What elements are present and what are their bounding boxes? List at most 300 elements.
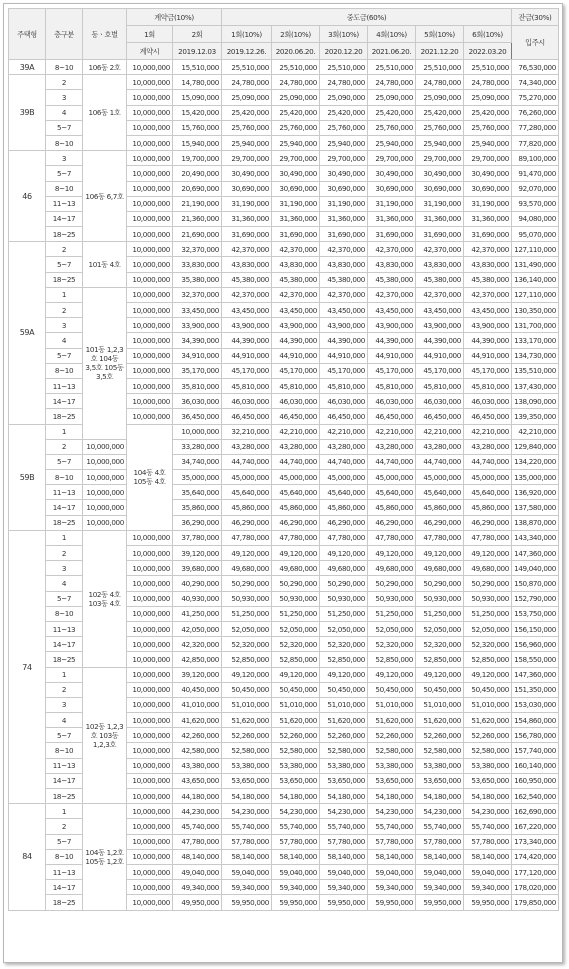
middle-5-cell: 49,680,000: [416, 561, 464, 576]
floor-cell: 5~7: [46, 120, 83, 135]
middle-6-cell: 43,280,000: [464, 439, 512, 454]
contract-2-cell: 45,740,000: [173, 819, 222, 834]
middle-2-cell: 31,360,000: [272, 211, 320, 226]
middle-1-cell: 43,280,000: [222, 439, 272, 454]
col-date-m1: 2019.12.26.: [222, 43, 272, 60]
middle-6-cell: 43,830,000: [464, 257, 512, 272]
middle-1-cell: 45,000,000: [222, 470, 272, 485]
middle-5-cell: 50,930,000: [416, 591, 464, 606]
balance-cell: 153,030,000: [512, 697, 559, 712]
middle-4-cell: 49,120,000: [368, 546, 416, 561]
contract-1-cell: 10,000,000: [127, 637, 173, 652]
middle-2-cell: 30,690,000: [272, 181, 320, 196]
middle-2-cell: 30,490,000: [272, 166, 320, 181]
middle-2-cell: 31,190,000: [272, 196, 320, 211]
middle-3-cell: 59,040,000: [320, 864, 368, 879]
contract-2-cell: 47,780,000: [173, 834, 222, 849]
middle-1-cell: 59,340,000: [222, 880, 272, 895]
floor-cell: 14~17: [46, 500, 83, 515]
middle-6-cell: 24,780,000: [464, 75, 512, 90]
middle-4-cell: 43,450,000: [368, 303, 416, 318]
contract-2-cell: 21,190,000: [173, 196, 222, 211]
balance-cell: 138,870,000: [512, 515, 559, 530]
floor-cell: 4: [46, 105, 83, 120]
middle-1-cell: 25,760,000: [222, 120, 272, 135]
balance-cell: 149,040,000: [512, 561, 559, 576]
balance-cell: 179,850,000: [512, 895, 559, 910]
middle-6-cell: 31,360,000: [464, 211, 512, 226]
balance-cell: 94,080,000: [512, 211, 559, 226]
middle-5-cell: 25,090,000: [416, 90, 464, 105]
middle-5-cell: 45,640,000: [416, 485, 464, 500]
floor-cell: 14~17: [46, 394, 83, 409]
floor-cell: 4: [46, 713, 83, 728]
balance-cell: 134,730,000: [512, 348, 559, 363]
table-row: [9, 242, 559, 257]
middle-2-cell: 25,090,000: [272, 90, 320, 105]
middle-6-cell: 54,230,000: [464, 804, 512, 819]
col-header-m4: 4회(10%): [368, 26, 416, 43]
middle-1-cell: 46,030,000: [222, 394, 272, 409]
col-date-m6: 2022.03.20: [464, 43, 512, 60]
contract-2-cell: 42,050,000: [173, 621, 222, 636]
contract-2-cell: 41,010,000: [173, 697, 222, 712]
contract-2-cell: 34,390,000: [173, 333, 222, 348]
middle-4-cell: 25,940,000: [368, 135, 416, 150]
contract-2-cell: 32,370,000: [173, 242, 222, 257]
middle-6-cell: 46,290,000: [464, 515, 512, 530]
floor-cell: 11~13: [46, 621, 83, 636]
floor-cell: 2: [46, 819, 83, 834]
table-row: [9, 454, 559, 469]
floor-cell: 8~10: [46, 135, 83, 150]
middle-4-cell: 44,390,000: [368, 333, 416, 348]
middle-3-cell: 44,910,000: [320, 348, 368, 363]
contract-2-cell: 42,580,000: [173, 743, 222, 758]
middle-1-cell: 49,120,000: [222, 667, 272, 682]
middle-5-cell: 31,360,000: [416, 211, 464, 226]
middle-1-cell: 59,950,000: [222, 895, 272, 910]
middle-2-cell: 43,280,000: [272, 439, 320, 454]
balance-cell: 135,510,000: [512, 363, 559, 378]
balance-cell: 156,780,000: [512, 728, 559, 743]
middle-6-cell: 44,740,000: [464, 454, 512, 469]
middle-5-cell: 59,950,000: [416, 895, 464, 910]
middle-1-cell: 30,490,000: [222, 166, 272, 181]
balance-cell: 147,360,000: [512, 667, 559, 682]
middle-1-cell: 45,170,000: [222, 363, 272, 378]
middle-1-cell: 46,290,000: [222, 515, 272, 530]
unit-type-cell: 39A: [9, 60, 46, 75]
floor-cell: 18~25: [46, 789, 83, 804]
table-header: [9, 9, 559, 60]
floor-cell: 2: [46, 546, 83, 561]
middle-5-cell: 42,370,000: [416, 287, 464, 302]
middle-4-cell: 45,000,000: [368, 470, 416, 485]
balance-cell: 130,350,000: [512, 303, 559, 318]
contract-1-cell: 10,000,000: [83, 485, 127, 500]
contract-1-cell: 10,000,000: [127, 242, 173, 257]
middle-2-cell: 44,910,000: [272, 348, 320, 363]
floor-cell: 18~25: [46, 895, 83, 910]
middle-1-cell: 50,290,000: [222, 576, 272, 591]
middle-6-cell: 57,780,000: [464, 834, 512, 849]
floor-cell: 5~7: [46, 166, 83, 181]
middle-3-cell: 42,370,000: [320, 287, 368, 302]
middle-6-cell: 51,620,000: [464, 713, 512, 728]
contract-1-cell: 10,000,000: [83, 515, 127, 530]
unit-type-cell: 84: [9, 804, 46, 910]
middle-3-cell: 50,290,000: [320, 576, 368, 591]
middle-4-cell: 54,180,000: [368, 789, 416, 804]
middle-2-cell: 51,620,000: [272, 713, 320, 728]
middle-5-cell: 58,140,000: [416, 849, 464, 864]
middle-1-cell: 45,810,000: [222, 378, 272, 393]
balance-cell: 160,950,000: [512, 773, 559, 788]
middle-1-cell: 58,140,000: [222, 849, 272, 864]
middle-3-cell: 25,090,000: [320, 90, 368, 105]
middle-6-cell: 42,370,000: [464, 242, 512, 257]
middle-4-cell: 50,930,000: [368, 591, 416, 606]
middle-6-cell: 25,420,000: [464, 105, 512, 120]
middle-6-cell: 31,190,000: [464, 196, 512, 211]
middle-3-cell: 44,740,000: [320, 454, 368, 469]
middle-2-cell: 51,010,000: [272, 697, 320, 712]
middle-5-cell: 49,120,000: [416, 546, 464, 561]
middle-4-cell: 49,680,000: [368, 561, 416, 576]
middle-4-cell: 31,690,000: [368, 227, 416, 242]
middle-3-cell: 46,030,000: [320, 394, 368, 409]
contract-1-cell: 10,000,000: [83, 500, 127, 515]
middle-1-cell: 50,930,000: [222, 591, 272, 606]
contract-1-cell: 10,000,000: [127, 682, 173, 697]
balance-cell: 75,270,000: [512, 90, 559, 105]
middle-4-cell: 52,320,000: [368, 637, 416, 652]
contract-2-cell: 40,450,000: [173, 682, 222, 697]
col-date-m3: 2020.12.20: [320, 43, 368, 60]
balance-cell: 129,840,000: [512, 439, 559, 454]
middle-6-cell: 59,040,000: [464, 864, 512, 879]
middle-1-cell: 25,510,000: [222, 60, 272, 75]
middle-6-cell: 45,810,000: [464, 378, 512, 393]
middle-6-cell: 53,650,000: [464, 773, 512, 788]
contract-1-cell: 10,000,000: [127, 60, 173, 75]
middle-6-cell: 51,250,000: [464, 606, 512, 621]
middle-6-cell: 45,170,000: [464, 363, 512, 378]
middle-3-cell: 44,390,000: [320, 333, 368, 348]
contract-2-cell: 43,380,000: [173, 758, 222, 773]
contract-2-cell: 40,930,000: [173, 591, 222, 606]
contract-2-cell: 21,690,000: [173, 227, 222, 242]
col-date-m2: 2020.06.20.: [272, 43, 320, 60]
contract-2-cell: 19,700,000: [173, 151, 222, 166]
middle-5-cell: 51,620,000: [416, 713, 464, 728]
floor-cell: 3: [46, 561, 83, 576]
contract-1-cell: 10,000,000: [127, 789, 173, 804]
contract-1-cell: 10,000,000: [127, 378, 173, 393]
col-header-c2: 2회: [173, 26, 222, 43]
middle-2-cell: 52,320,000: [272, 637, 320, 652]
middle-4-cell: 59,340,000: [368, 880, 416, 895]
floor-cell: 2: [46, 303, 83, 318]
middle-2-cell: 45,000,000: [272, 470, 320, 485]
middle-4-cell: 52,850,000: [368, 652, 416, 667]
middle-6-cell: 53,380,000: [464, 758, 512, 773]
contract-1-cell: 10,000,000: [127, 773, 173, 788]
middle-3-cell: 51,250,000: [320, 606, 368, 621]
middle-5-cell: 51,010,000: [416, 697, 464, 712]
contract-2-cell: 42,320,000: [173, 637, 222, 652]
middle-1-cell: 51,620,000: [222, 713, 272, 728]
floor-cell: 18~25: [46, 272, 83, 287]
contract-1-cell: 10,000,000: [127, 409, 173, 424]
contract-1-cell: 10,000,000: [127, 135, 173, 150]
middle-3-cell: 49,120,000: [320, 667, 368, 682]
middle-2-cell: 47,780,000: [272, 530, 320, 545]
middle-4-cell: 31,360,000: [368, 211, 416, 226]
middle-1-cell: 45,380,000: [222, 272, 272, 287]
middle-6-cell: 43,900,000: [464, 318, 512, 333]
middle-4-cell: 43,900,000: [368, 318, 416, 333]
middle-1-cell: 25,940,000: [222, 135, 272, 150]
balance-cell: 95,070,000: [512, 227, 559, 242]
balance-cell: 143,340,000: [512, 530, 559, 545]
contract-1-cell: 10,000,000: [127, 864, 173, 879]
floor-cell: 11~13: [46, 485, 83, 500]
contract-1-cell: 10,000,000: [127, 621, 173, 636]
middle-4-cell: 45,640,000: [368, 485, 416, 500]
contract-1-cell: 10,000,000: [127, 166, 173, 181]
middle-4-cell: 51,010,000: [368, 697, 416, 712]
middle-3-cell: 43,450,000: [320, 303, 368, 318]
contract-2-cell: 48,140,000: [173, 849, 222, 864]
col-date-m5: 2021.12.20: [416, 43, 464, 60]
middle-5-cell: 45,860,000: [416, 500, 464, 515]
middle-1-cell: 45,640,000: [222, 485, 272, 500]
balance-cell: 173,340,000: [512, 834, 559, 849]
middle-4-cell: 25,760,000: [368, 120, 416, 135]
contract-1-cell: 10,000,000: [127, 804, 173, 819]
unit-cell: 106동 2호: [83, 60, 127, 75]
middle-4-cell: 45,380,000: [368, 272, 416, 287]
floor-cell: 8~10: [46, 181, 83, 196]
table-row: [9, 485, 559, 500]
contract-1-cell: 10,000,000: [127, 834, 173, 849]
middle-6-cell: 25,940,000: [464, 135, 512, 150]
middle-5-cell: 52,260,000: [416, 728, 464, 743]
middle-6-cell: 43,450,000: [464, 303, 512, 318]
contract-2-cell: 33,450,000: [173, 303, 222, 318]
balance-cell: 131,700,000: [512, 318, 559, 333]
middle-3-cell: 30,490,000: [320, 166, 368, 181]
balance-cell: 77,280,000: [512, 120, 559, 135]
contract-1-cell: 10,000,000: [127, 348, 173, 363]
contract-1-cell: 10,000,000: [127, 90, 173, 105]
middle-6-cell: 59,340,000: [464, 880, 512, 895]
contract-1-cell: 10,000,000: [127, 303, 173, 318]
middle-2-cell: 45,810,000: [272, 378, 320, 393]
middle-3-cell: 25,510,000: [320, 60, 368, 75]
middle-4-cell: 52,050,000: [368, 621, 416, 636]
middle-2-cell: 49,680,000: [272, 561, 320, 576]
floor-cell: 4: [46, 576, 83, 591]
floor-cell: 1: [46, 287, 83, 302]
middle-2-cell: 24,780,000: [272, 75, 320, 90]
floor-cell: 2: [46, 439, 83, 454]
floor-cell: 11~13: [46, 378, 83, 393]
middle-5-cell: 31,690,000: [416, 227, 464, 242]
balance-cell: 157,740,000: [512, 743, 559, 758]
floor-cell: 5~7: [46, 591, 83, 606]
middle-1-cell: 43,900,000: [222, 318, 272, 333]
middle-5-cell: 51,250,000: [416, 606, 464, 621]
middle-5-cell: 50,450,000: [416, 682, 464, 697]
middle-2-cell: 59,340,000: [272, 880, 320, 895]
contract-2-cell: 34,910,000: [173, 348, 222, 363]
middle-3-cell: 43,900,000: [320, 318, 368, 333]
middle-3-cell: 52,850,000: [320, 652, 368, 667]
unit-type-cell: 74: [9, 530, 46, 803]
contract-1-cell: 10,000,000: [127, 318, 173, 333]
table-row: [9, 500, 559, 515]
middle-2-cell: 44,740,000: [272, 454, 320, 469]
contract-1-cell: 10,000,000: [83, 439, 127, 454]
middle-4-cell: 52,260,000: [368, 728, 416, 743]
middle-1-cell: 42,370,000: [222, 287, 272, 302]
middle-3-cell: 52,580,000: [320, 743, 368, 758]
middle-1-cell: 50,450,000: [222, 682, 272, 697]
floor-cell: 5~7: [46, 454, 83, 469]
middle-1-cell: 54,180,000: [222, 789, 272, 804]
middle-6-cell: 25,510,000: [464, 60, 512, 75]
contract-1-cell: 10,000,000: [127, 697, 173, 712]
unit-cell: 104동 4호 105동 4호: [127, 424, 173, 530]
middle-3-cell: 46,450,000: [320, 409, 368, 424]
middle-4-cell: 25,090,000: [368, 90, 416, 105]
middle-1-cell: 31,690,000: [222, 227, 272, 242]
middle-3-cell: 59,340,000: [320, 880, 368, 895]
contract-1-cell: 10,000,000: [127, 530, 173, 545]
middle-5-cell: 25,510,000: [416, 60, 464, 75]
balance-cell: 91,470,000: [512, 166, 559, 181]
table-row: [9, 470, 559, 485]
middle-5-cell: 25,420,000: [416, 105, 464, 120]
contract-2-cell: 44,230,000: [173, 804, 222, 819]
contract-2-cell: 41,250,000: [173, 606, 222, 621]
floor-cell: 14~17: [46, 880, 83, 895]
middle-6-cell: 47,780,000: [464, 530, 512, 545]
floor-cell: 8~10: [46, 470, 83, 485]
col-header-m5: 5회(10%): [416, 26, 464, 43]
middle-6-cell: 45,380,000: [464, 272, 512, 287]
middle-5-cell: 57,780,000: [416, 834, 464, 849]
contract-1-cell: 10,000,000: [127, 75, 173, 90]
table-body: [9, 60, 559, 911]
middle-5-cell: 24,780,000: [416, 75, 464, 90]
floor-cell: 3: [46, 697, 83, 712]
middle-2-cell: 49,120,000: [272, 667, 320, 682]
middle-1-cell: 42,210,000: [272, 424, 320, 439]
contract-2-cell: 39,120,000: [173, 546, 222, 561]
middle-4-cell: 51,620,000: [368, 713, 416, 728]
table-row: [9, 439, 559, 454]
middle-6-cell: 49,120,000: [464, 667, 512, 682]
floor-cell: 3: [46, 318, 83, 333]
balance-cell: 138,090,000: [512, 394, 559, 409]
contract-2-cell: 34,740,000: [173, 454, 222, 469]
middle-4-cell: 45,860,000: [368, 500, 416, 515]
col-header-c1: 1회: [127, 26, 173, 43]
middle-6-cell: 51,010,000: [464, 697, 512, 712]
middle-3-cell: 30,690,000: [320, 181, 368, 196]
middle-5-cell: 43,450,000: [416, 303, 464, 318]
document-frame: [3, 3, 563, 963]
middle-4-cell: 24,780,000: [368, 75, 416, 90]
col-date-m4: 2021.06.20.: [368, 43, 416, 60]
middle-1-cell: 54,230,000: [222, 804, 272, 819]
middle-4-cell: 58,140,000: [368, 849, 416, 864]
middle-5-cell: 49,120,000: [416, 667, 464, 682]
contract-2-cell: 49,040,000: [173, 864, 222, 879]
middle-5-cell: 46,450,000: [416, 409, 464, 424]
unit-cell: 101동 4호: [83, 242, 127, 288]
balance-cell: 160,140,000: [512, 758, 559, 773]
middle-3-cell: 50,450,000: [320, 682, 368, 697]
balance-cell: 136,140,000: [512, 272, 559, 287]
contract-1-cell: 10,000,000: [127, 895, 173, 910]
middle-6-cell: 52,850,000: [464, 652, 512, 667]
floor-cell: 1: [46, 804, 83, 819]
floor-cell: 11~13: [46, 196, 83, 211]
middle-2-cell: 50,450,000: [272, 682, 320, 697]
middle-5-cell: 46,290,000: [416, 515, 464, 530]
balance-cell: 136,920,000: [512, 485, 559, 500]
contract-1-cell: 10,000,000: [127, 546, 173, 561]
middle-6-cell: 50,290,000: [464, 576, 512, 591]
balance-cell: 139,350,000: [512, 409, 559, 424]
middle-3-cell: 45,380,000: [320, 272, 368, 287]
contract-2-cell: 15,760,000: [173, 120, 222, 135]
middle-5-cell: 25,760,000: [416, 120, 464, 135]
contract-2-cell: 41,620,000: [173, 713, 222, 728]
contract-2-cell: 20,490,000: [173, 166, 222, 181]
contract-1-cell: 10,000,000: [127, 561, 173, 576]
contract-2-cell: 35,170,000: [173, 363, 222, 378]
table-row: [9, 515, 559, 530]
floor-cell: 1: [46, 667, 83, 682]
middle-4-cell: 59,040,000: [368, 864, 416, 879]
middle-3-cell: 59,950,000: [320, 895, 368, 910]
middle-2-cell: 43,450,000: [272, 303, 320, 318]
floor-cell: 8~10: [46, 606, 83, 621]
middle-6-cell: 52,580,000: [464, 743, 512, 758]
middle-2-cell: 59,950,000: [272, 895, 320, 910]
middle-1-cell: 44,910,000: [222, 348, 272, 363]
middle-1-cell: 45,860,000: [222, 500, 272, 515]
middle-6-cell: 25,760,000: [464, 120, 512, 135]
middle-2-cell: 25,760,000: [272, 120, 320, 135]
middle-3-cell: 43,280,000: [320, 439, 368, 454]
middle-2-cell: 51,250,000: [272, 606, 320, 621]
middle-6-cell: 58,140,000: [464, 849, 512, 864]
col-header-unit: 동ㆍ호별: [83, 9, 127, 60]
middle-3-cell: 51,620,000: [320, 713, 368, 728]
balance-cell: 76,530,000: [512, 60, 559, 75]
middle-5-cell: 52,320,000: [416, 637, 464, 652]
contract-1-cell: 10,000,000: [127, 667, 173, 682]
middle-3-cell: 25,760,000: [320, 120, 368, 135]
middle-1-cell: 55,740,000: [222, 819, 272, 834]
